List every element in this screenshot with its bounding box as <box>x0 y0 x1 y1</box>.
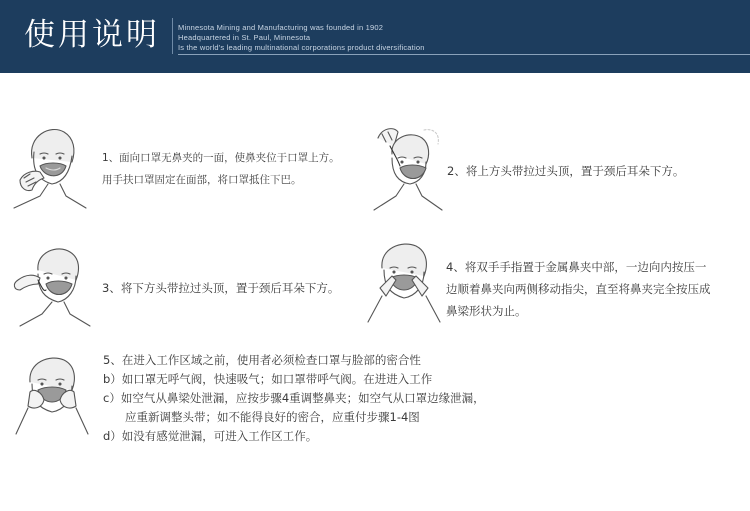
header-rule <box>178 54 750 55</box>
step3-text <box>102 277 339 299</box>
step5-line: 5、在进入工作区域之前，使用者必须检查口罩与脸部的密合性 <box>103 353 421 367</box>
step5-line: b）如口罩无呼气阀，快速吸气；如口罩带呼气阀。在进进入工作 <box>103 372 433 386</box>
step3-illustration <box>8 240 96 328</box>
step1-line: 1、面向口罩无鼻夹的一面，使鼻夹位于口罩上方。 <box>102 152 340 164</box>
step5-text <box>103 351 485 446</box>
header-subtitle-line: Headquartered in St. Paul, Minnesota <box>178 33 311 42</box>
step1-text <box>102 147 340 191</box>
step2-illustration <box>364 124 446 212</box>
step3-line: 3、将下方头带拉过头顶，置于颈后耳朵下方。 <box>102 281 340 295</box>
step2-line: 2、将上方头带拉过头顶，置于颈后耳朵下方。 <box>447 164 685 178</box>
step4-line: 鼻梁形状为止。 <box>446 304 527 318</box>
header-subtitle-line: Minnesota Mining and Manufacturing was founded in 1902 <box>178 23 384 32</box>
step4-line: 4、将双手手指置于金属鼻夹中部，一边向内按压一 <box>446 260 707 274</box>
step5-line: 应重新调整头带；如不能得良好的密合，应重付步骤1-4图 <box>125 410 420 424</box>
step2-text <box>447 160 684 182</box>
step5-line: d）如没有感觉泄漏，可进入工作区工作。 <box>103 429 318 443</box>
header-divider <box>172 18 173 54</box>
step4-line: 边顺着鼻夹向两侧移动指尖，直至将鼻夹完全按压成 <box>446 282 711 296</box>
step5-line: c）如空气从鼻梁处泄漏，应按步骤4重调整鼻夹；如空气从口罩边缘泄漏， <box>103 391 485 405</box>
header-banner <box>0 0 750 73</box>
step4-illustration <box>362 238 444 326</box>
header-subtitle <box>178 23 425 53</box>
page-title: 使用说明 <box>24 17 160 53</box>
step4-text <box>446 256 711 322</box>
step1-line: 用手扶口罩固定在面部，将口罩抵住下巴。 <box>102 174 302 186</box>
step1-illustration <box>10 122 92 210</box>
header-subtitle-line: Is the world's leading multinational corporations product diversification <box>178 43 425 52</box>
step5-illustration <box>12 352 92 438</box>
